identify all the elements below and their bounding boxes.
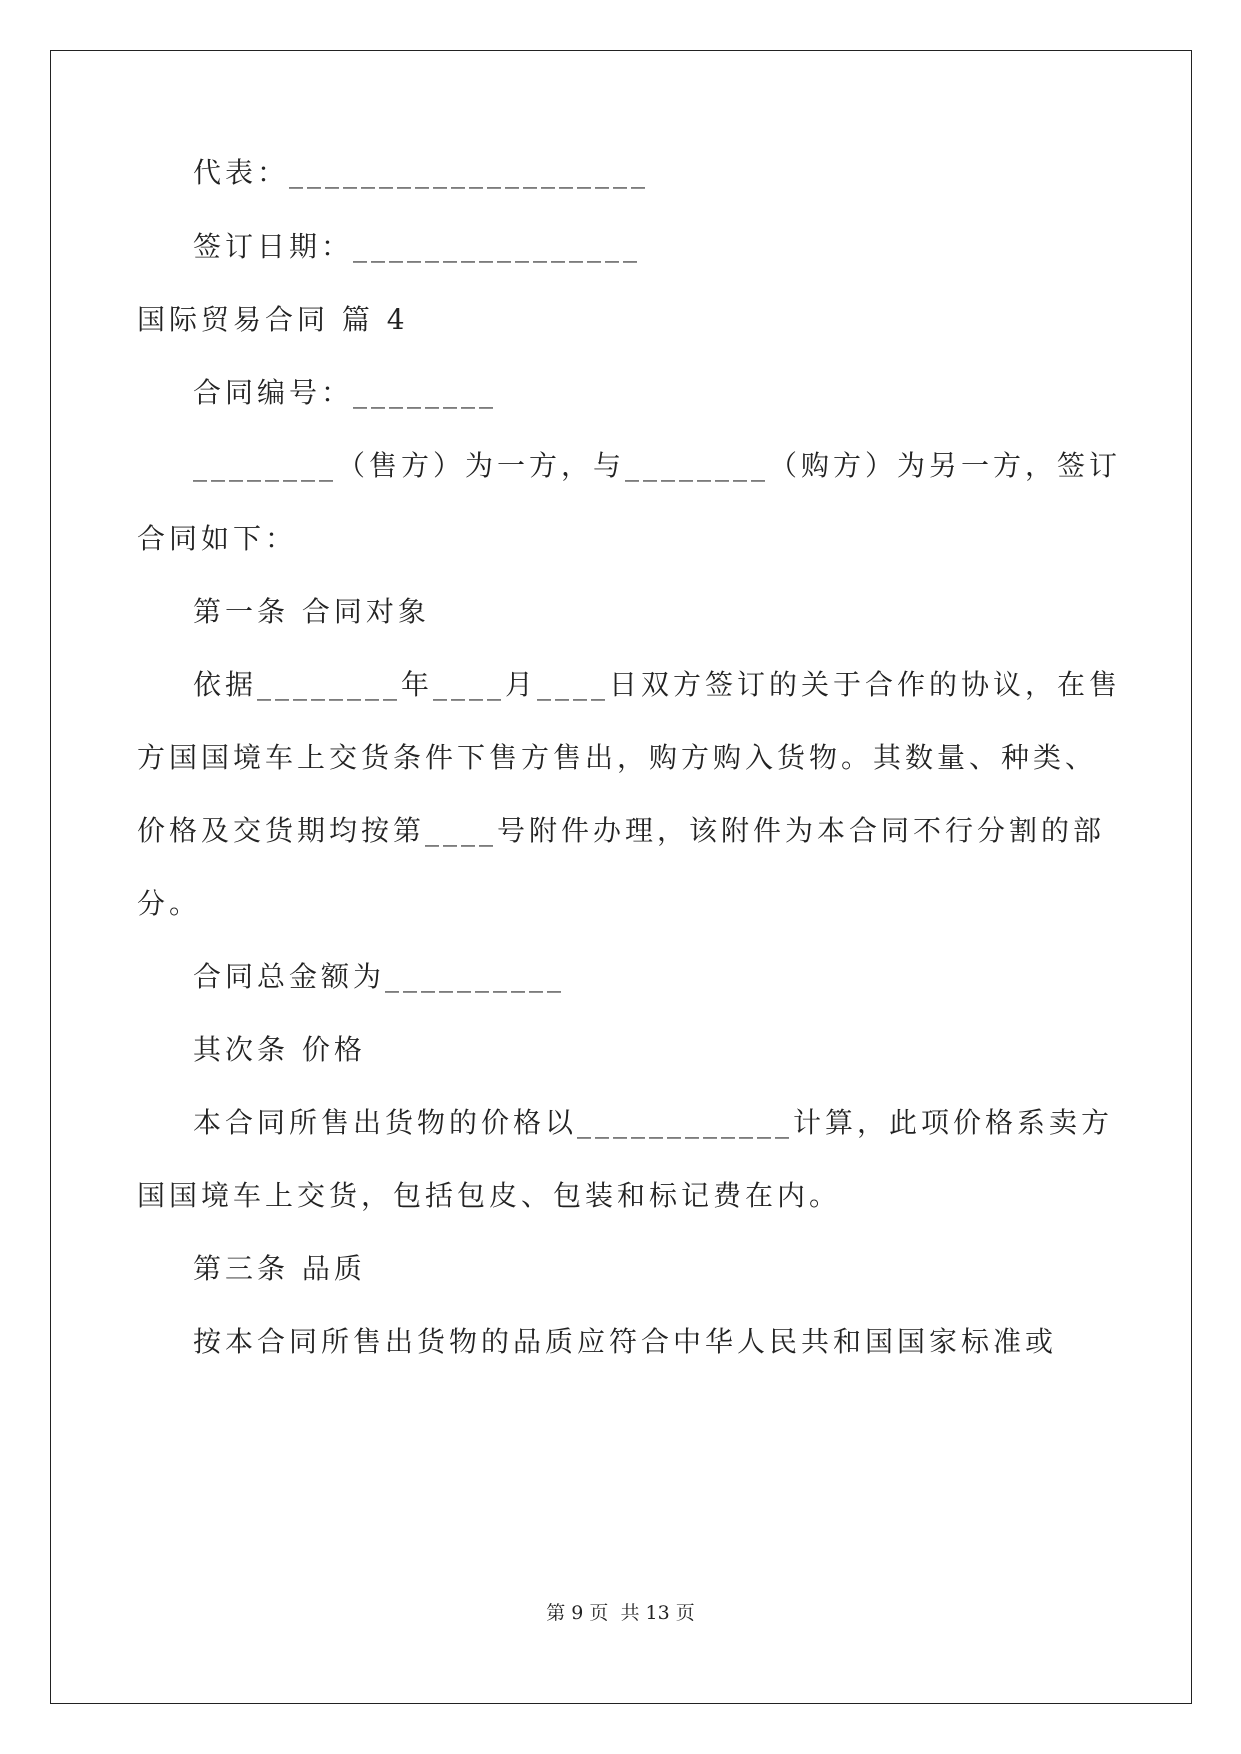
article-1-para-line-4: 分。 xyxy=(137,887,202,920)
article-3-heading: 第三条 品质 xyxy=(193,1252,366,1285)
contract-number-line: 合同编号：________ xyxy=(193,376,498,409)
article-3-para-line-1: 按本合同所售出货物的品质应符合中华人民共和国国家标准或 xyxy=(193,1325,1058,1358)
total-amount-line: 合同总金额为__________ xyxy=(193,960,566,993)
article-2-heading: 其次条 价格 xyxy=(193,1033,366,1066)
parties-line-2: 合同如下： xyxy=(137,522,298,555)
section-title: 国际贸易合同 篇 4 xyxy=(137,303,409,336)
article-2-para-line-1: 本合同所售出货物的价格以____________计算，此项价格系卖方 xyxy=(193,1106,1114,1139)
page-border xyxy=(50,50,1192,1704)
signing-date-line: 签订日期：________________ xyxy=(193,230,642,263)
representative-line: 代表：____________________ xyxy=(193,156,650,189)
article-2-para-line-2: 国国境车上交货，包括包皮、包装和标记费在内。 xyxy=(137,1179,842,1212)
article-1-para-line-1: 依据________年____月____日双方签订的关于合作的协议，在售 xyxy=(193,668,1122,701)
parties-line-1: ________（售方）为一方，与________（购方）为另一方，签订 xyxy=(193,449,1122,482)
article-1-para-line-2: 方国国境车上交货条件下售方售出，购方购入货物。其数量、种类、 xyxy=(137,741,1098,774)
article-1-heading: 第一条 合同对象 xyxy=(193,595,430,628)
article-1-para-line-3: 价格及交货期均按第____号附件办理，该附件为本合同不行分割的部 xyxy=(137,814,1106,847)
page-footer: 第 9 页 共 13 页 xyxy=(546,1602,695,1624)
